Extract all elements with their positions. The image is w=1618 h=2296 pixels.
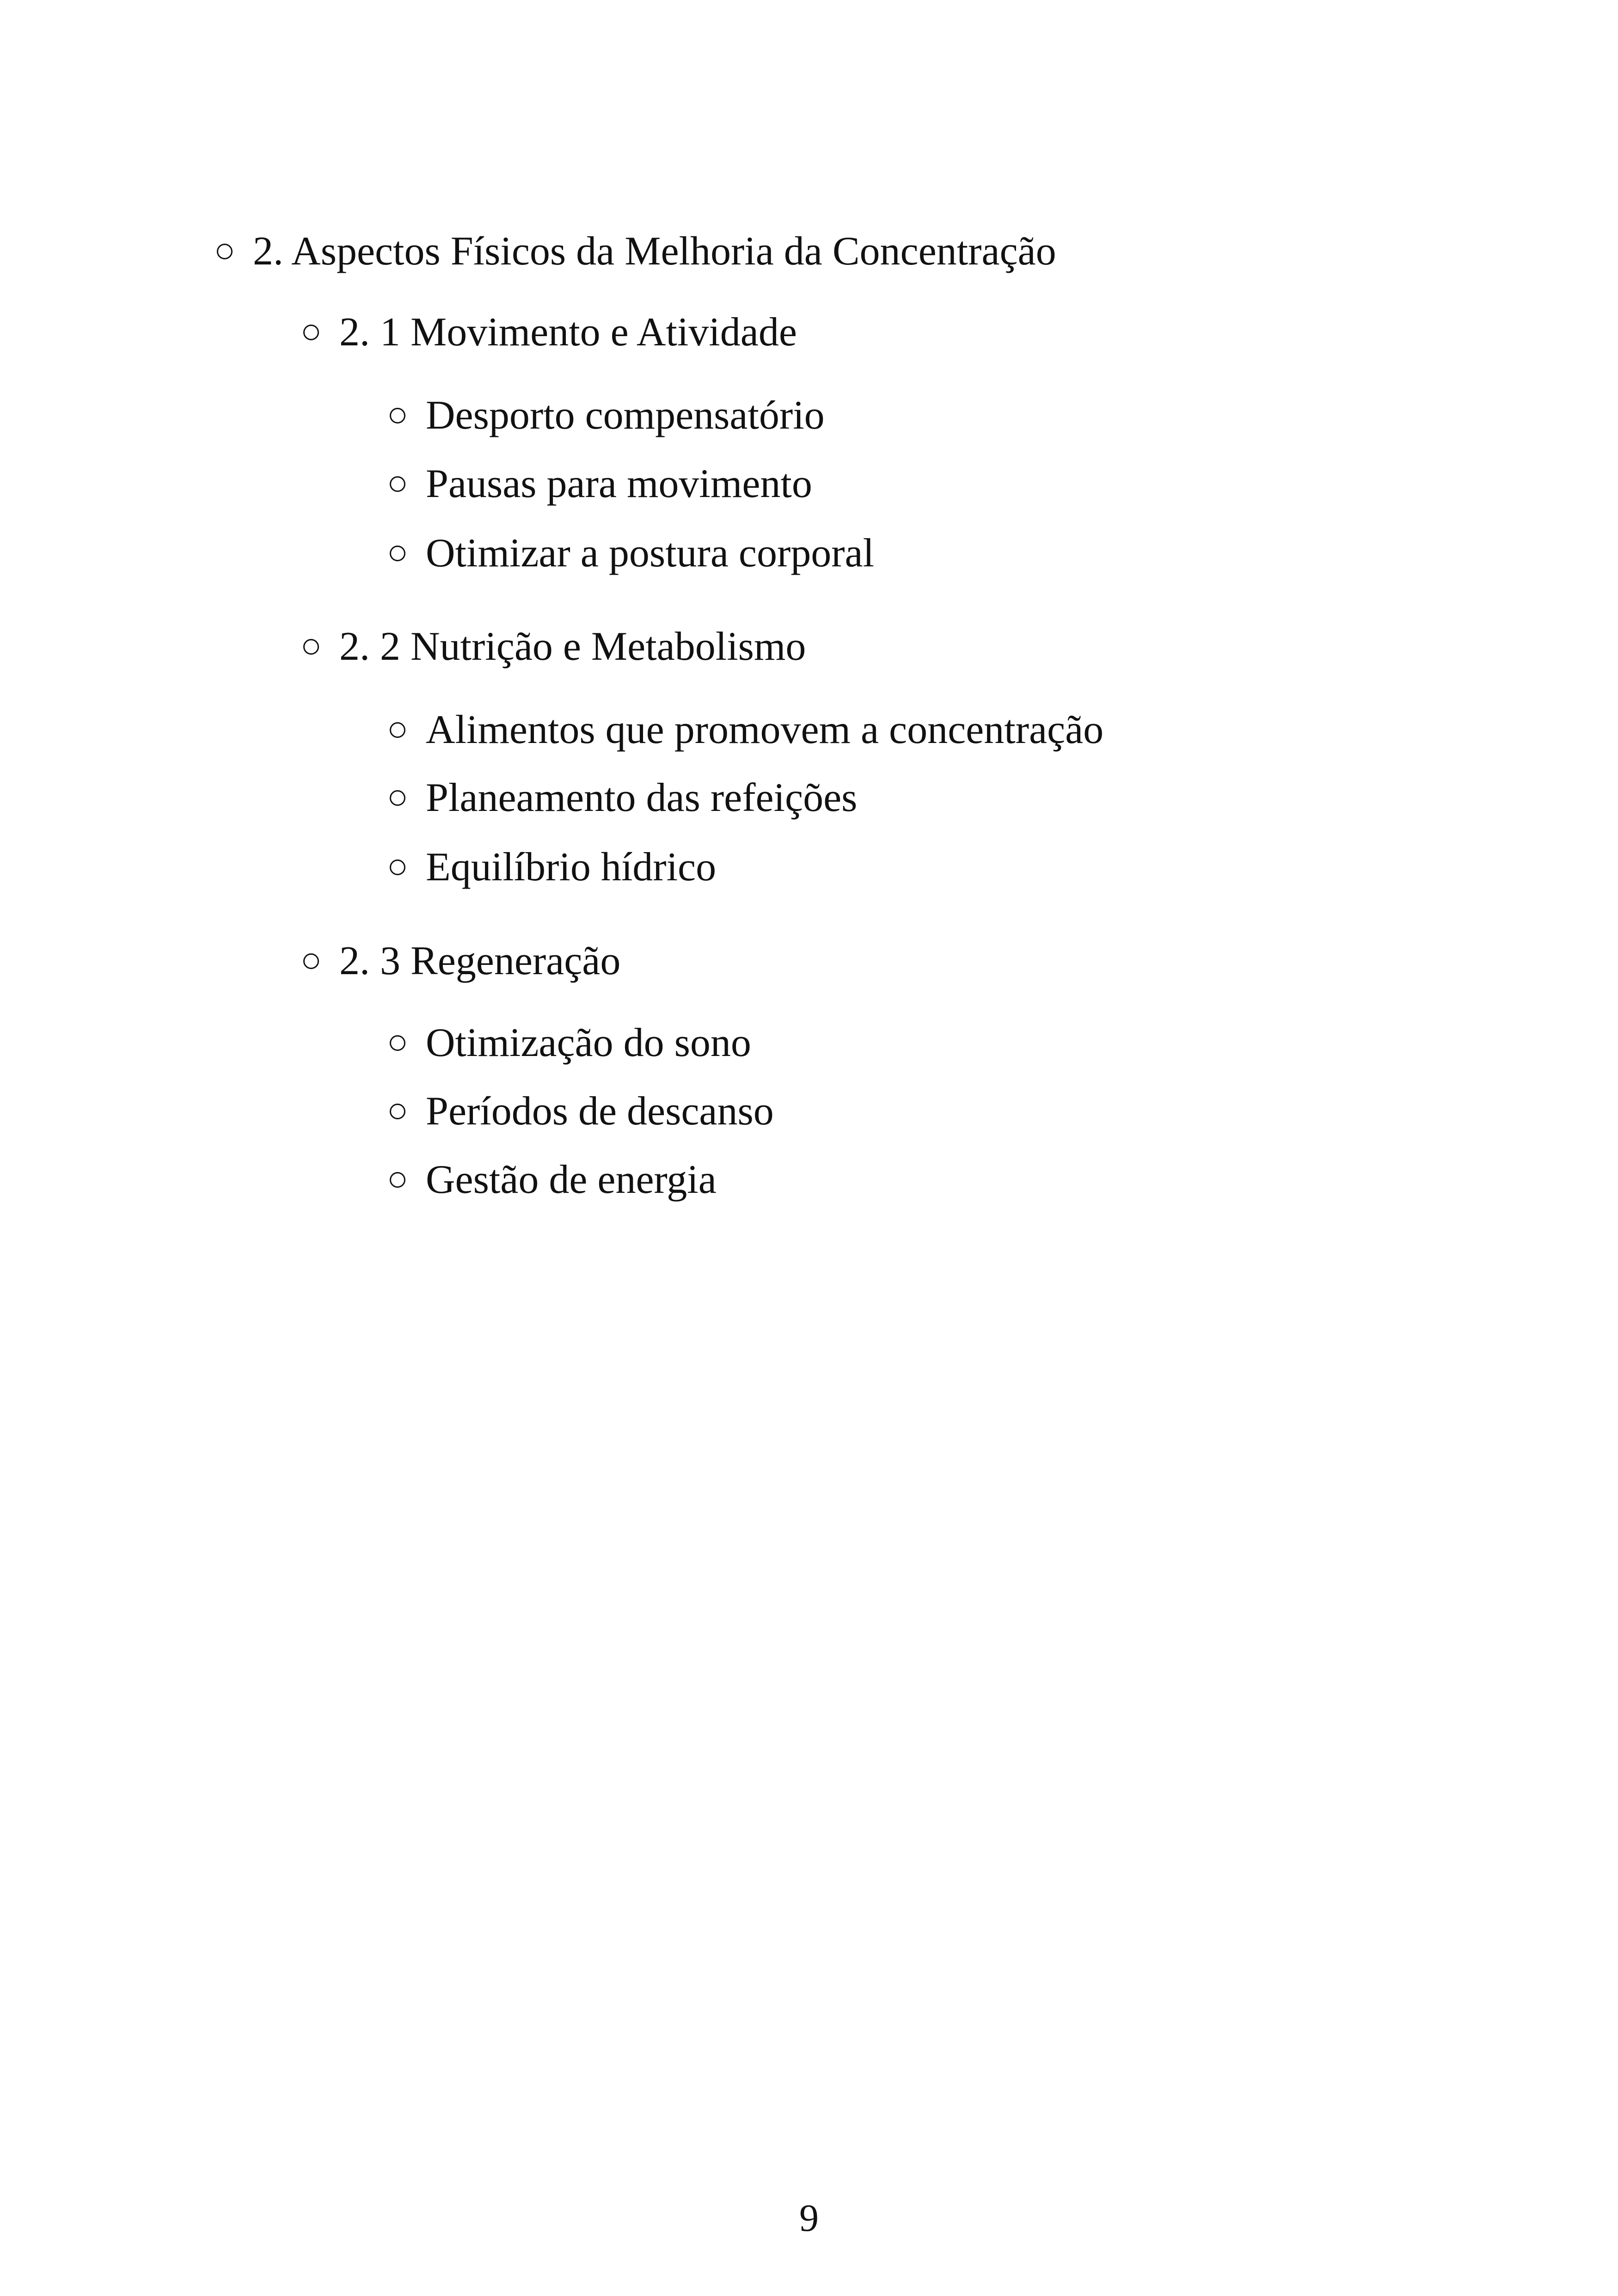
section-title: 2. Aspectos Físicos da Melhoria da Concentração — [253, 229, 1056, 274]
hollow-circle-icon — [390, 722, 405, 738]
outline-item-level3 — [390, 395, 825, 436]
outline-item-level2 — [303, 312, 797, 353]
hollow-circle-icon — [390, 408, 405, 424]
list-item: Desporto compensatório — [426, 393, 825, 438]
list-item: Otimizar a postura corporal — [426, 531, 875, 576]
list-item: Alimentos que promovem a concentração — [426, 707, 1104, 752]
subsection-title: 2. 1 Movimento e Atividade — [339, 310, 797, 355]
list-item: Equilíbrio hídrico — [426, 845, 717, 890]
outline-item-level3 — [390, 1020, 751, 1065]
outline-item-level3 — [390, 847, 716, 888]
subsection-title: 2. 3 Regeneração — [339, 939, 621, 983]
outline-item-level3 — [390, 461, 812, 506]
hollow-circle-icon — [390, 790, 405, 806]
hollow-circle-icon — [390, 1172, 405, 1188]
hollow-circle-icon — [390, 1035, 405, 1051]
outline-item-level2 — [303, 941, 620, 982]
outline-item-level3 — [390, 1091, 774, 1132]
hollow-circle-icon — [303, 953, 319, 969]
list-item: Períodos de descanso — [426, 1089, 774, 1134]
outline-item-level3 — [390, 775, 858, 820]
outline-item-level3 — [390, 707, 1104, 752]
hollow-circle-icon — [390, 546, 405, 561]
page-number: 9 — [799, 2197, 819, 2240]
hollow-circle-icon — [390, 1104, 405, 1119]
list-item: Pausas para movimento — [426, 461, 812, 506]
outline-item-level1 — [217, 231, 1056, 272]
subsection-title: 2. 2 Nutrição e Metabolismo — [339, 624, 806, 669]
hollow-circle-icon — [303, 639, 319, 655]
outline-item-level3 — [390, 1157, 717, 1202]
list-item: Planeamento das refeições — [426, 775, 858, 820]
outline-item-level2 — [303, 626, 806, 667]
list-item: Gestão de energia — [426, 1157, 717, 1202]
hollow-circle-icon — [390, 476, 405, 492]
hollow-circle-icon — [390, 859, 405, 875]
outline-item-level3 — [390, 533, 874, 574]
list-item: Otimização do sono — [426, 1020, 751, 1065]
hollow-circle-icon — [217, 244, 233, 259]
hollow-circle-icon — [303, 325, 319, 340]
